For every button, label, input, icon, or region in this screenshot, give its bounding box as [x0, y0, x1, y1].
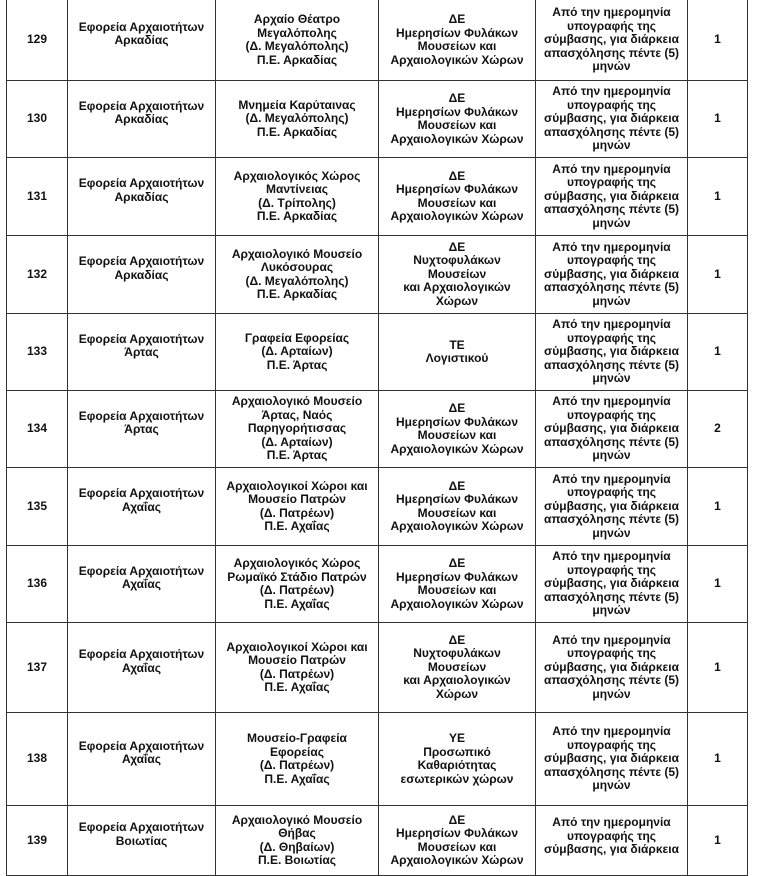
ephoreia-cell: Εφορεία Αρχαιοτήτων Αρκαδίας [68, 236, 216, 314]
ephoreia-cell: Εφορεία Αρχαιοτήτων Βοιωτίας [68, 806, 216, 876]
ephoreia-cell: Εφορεία Αρχαιοτήτων Αχαΐας [68, 713, 216, 806]
table-row [7, 0, 748, 81]
location-cell: Αρχαίο Θέατρο Μεγαλόπολης (Δ. Μεγαλόπολης) Π.Ε. Αρκαδίας [216, 0, 379, 81]
count-cell: 1 [688, 806, 748, 876]
duration-cell: Από την ημερομηνία υπογραφής της σύμβασης, για διάρκεια απασχόλησης πέντε (5) μηνών [536, 391, 688, 468]
table-row [7, 713, 748, 806]
count-cell: 2 [688, 391, 748, 468]
table-row [7, 158, 748, 236]
duration-cell: Από την ημερομηνία υπογραφής της σύμβασης, για διάρκεια απασχόλησης πέντε (5) μηνών [536, 546, 688, 623]
location-cell: Αρχαιολογικό Μουσείο Άρτας, Ναός Παρηγορήτισσας (Δ. Αρταίων) Π.Ε. Άρτας [216, 391, 379, 468]
count-cell: 1 [688, 0, 748, 81]
specialty-cell: ΥΕ Προσωπικό Καθαριότητας εσωτερικών χώρων [379, 713, 536, 806]
location-cell: Αρχαιολογικοί Χώροι και Μουσείο Πατρών (Δ. Πατρέων) Π.Ε. Αχαΐας [216, 623, 379, 713]
row-number: 129 [7, 0, 68, 81]
row-number: 139 [7, 806, 68, 876]
count-cell: 1 [688, 623, 748, 713]
ephoreia-cell: Εφορεία Αρχαιοτήτων Αχαΐας [68, 623, 216, 713]
row-number: 130 [7, 81, 68, 158]
specialty-cell: ΤΕ Λογιστικού [379, 314, 536, 391]
specialty-cell: ΔΕ Ημερησίων Φυλάκων Μουσείων και Αρχαιολογικών Χώρων [379, 81, 536, 158]
specialty-cell: ΔΕ Ημερησίων Φυλάκων Μουσείων και Αρχαιολογικών Χώρων [379, 806, 536, 876]
ephoreia-cell: Εφορεία Αρχαιοτήτων Αχαΐας [68, 468, 216, 546]
duration-cell: Από την ημερομηνία υπογραφής της σύμβασης, για διάρκεια απασχόλησης πέντε (5) μηνών [536, 0, 688, 81]
row-number: 134 [7, 391, 68, 468]
specialty-cell: ΔΕ Ημερησίων Φυλάκων Μουσείων και Αρχαιολογικών Χώρων [379, 0, 536, 81]
ephoreia-cell: Εφορεία Αρχαιοτήτων Άρτας [68, 314, 216, 391]
row-number: 137 [7, 623, 68, 713]
location-cell: Γραφεία Εφορείας (Δ. Αρταίων) Π.Ε. Άρτας [216, 314, 379, 391]
table-row [7, 236, 748, 314]
location-cell: Αρχαιολογικός Χώρος Ρωμαϊκό Στάδιο Πατρών (Δ. Πατρέων) Π.Ε. Αχαΐας [216, 546, 379, 623]
count-cell: 1 [688, 236, 748, 314]
row-number: 132 [7, 236, 68, 314]
location-cell: Αρχαιολογικό Μουσείο Λυκόσουρας (Δ. Μεγαλόπολης) Π.Ε. Αρκαδίας [216, 236, 379, 314]
table-row [7, 468, 748, 546]
positions-table [6, 0, 748, 876]
specialty-cell: ΔΕ Ημερησίων Φυλάκων Μουσείων και Αρχαιολογικών Χώρων [379, 391, 536, 468]
count-cell: 1 [688, 314, 748, 391]
row-number: 135 [7, 468, 68, 546]
location-cell: Μνημεία Καρύταινας (Δ. Μεγαλόπολης) Π.Ε. Αρκαδίας [216, 81, 379, 158]
specialty-cell: ΔΕ Ημερησίων Φυλάκων Μουσείων και Αρχαιολογικών Χώρων [379, 468, 536, 546]
duration-cell: Από την ημερομηνία υπογραφής της σύμβασης, για διάρκεια [536, 806, 688, 876]
specialty-cell: ΔΕ Νυχτοφυλάκων Μουσείων και Αρχαιολογικών Χώρων [379, 236, 536, 314]
count-cell: 1 [688, 546, 748, 623]
location-cell: Αρχαιολογικοί Χώροι και Μουσείο Πατρών (Δ. Πατρέων) Π.Ε. Αχαΐας [216, 468, 379, 546]
duration-cell: Από την ημερομηνία υπογραφής της σύμβασης, για διάρκεια απασχόλησης πέντε (5) μηνών [536, 623, 688, 713]
location-cell: Αρχαιολογικός Χώρος Μαντίνειας (Δ. Τρίπολης) Π.Ε. Αρκαδίας [216, 158, 379, 236]
count-cell: 1 [688, 158, 748, 236]
table-row [7, 623, 748, 713]
ephoreia-cell: Εφορεία Αρχαιοτήτων Αρκαδίας [68, 0, 216, 81]
duration-cell: Από την ημερομηνία υπογραφής της σύμβασης, για διάρκεια απασχόλησης πέντε (5) μηνών [536, 236, 688, 314]
table-row [7, 806, 748, 876]
duration-cell: Από την ημερομηνία υπογραφής της σύμβασης, για διάρκεια απασχόλησης πέντε (5) μηνών [536, 314, 688, 391]
duration-cell: Από την ημερομηνία υπογραφής της σύμβασης, για διάρκεια απασχόλησης πέντε (5) μηνών [536, 713, 688, 806]
table-row [7, 81, 748, 158]
row-number: 138 [7, 713, 68, 806]
count-cell: 1 [688, 81, 748, 158]
location-cell: Μουσείο-Γραφεία Εφορείας (Δ. Πατρέων) Π.Ε. Αχαΐας [216, 713, 379, 806]
duration-cell: Από την ημερομηνία υπογραφής της σύμβασης, για διάρκεια απασχόλησης πέντε (5) μηνών [536, 158, 688, 236]
table-row [7, 314, 748, 391]
row-number: 133 [7, 314, 68, 391]
count-cell: 1 [688, 713, 748, 806]
location-cell: Αρχαιολογικό Μουσείο Θήβας (Δ. Θηβαίων) Π.Ε. Βοιωτίας [216, 806, 379, 876]
ephoreia-cell: Εφορεία Αρχαιοτήτων Αρκαδίας [68, 81, 216, 158]
duration-cell: Από την ημερομηνία υπογραφής της σύμβασης, για διάρκεια απασχόλησης πέντε (5) μηνών [536, 81, 688, 158]
specialty-cell: ΔΕ Νυχτοφυλάκων Μουσείων και Αρχαιολογικών Χώρων [379, 623, 536, 713]
ephoreia-cell: Εφορεία Αρχαιοτήτων Αχαΐας [68, 546, 216, 623]
specialty-cell: ΔΕ Ημερησίων Φυλάκων Μουσείων και Αρχαιολογικών Χώρων [379, 546, 536, 623]
row-number: 131 [7, 158, 68, 236]
ephoreia-cell: Εφορεία Αρχαιοτήτων Αρκαδίας [68, 158, 216, 236]
ephoreia-cell: Εφορεία Αρχαιοτήτων Άρτας [68, 391, 216, 468]
row-number: 136 [7, 546, 68, 623]
specialty-cell: ΔΕ Ημερησίων Φυλάκων Μουσείων και Αρχαιολογικών Χώρων [379, 158, 536, 236]
table-row [7, 546, 748, 623]
count-cell: 1 [688, 468, 748, 546]
duration-cell: Από την ημερομηνία υπογραφής της σύμβασης, για διάρκεια απασχόλησης πέντε (5) μηνών [536, 468, 688, 546]
table-row [7, 391, 748, 468]
